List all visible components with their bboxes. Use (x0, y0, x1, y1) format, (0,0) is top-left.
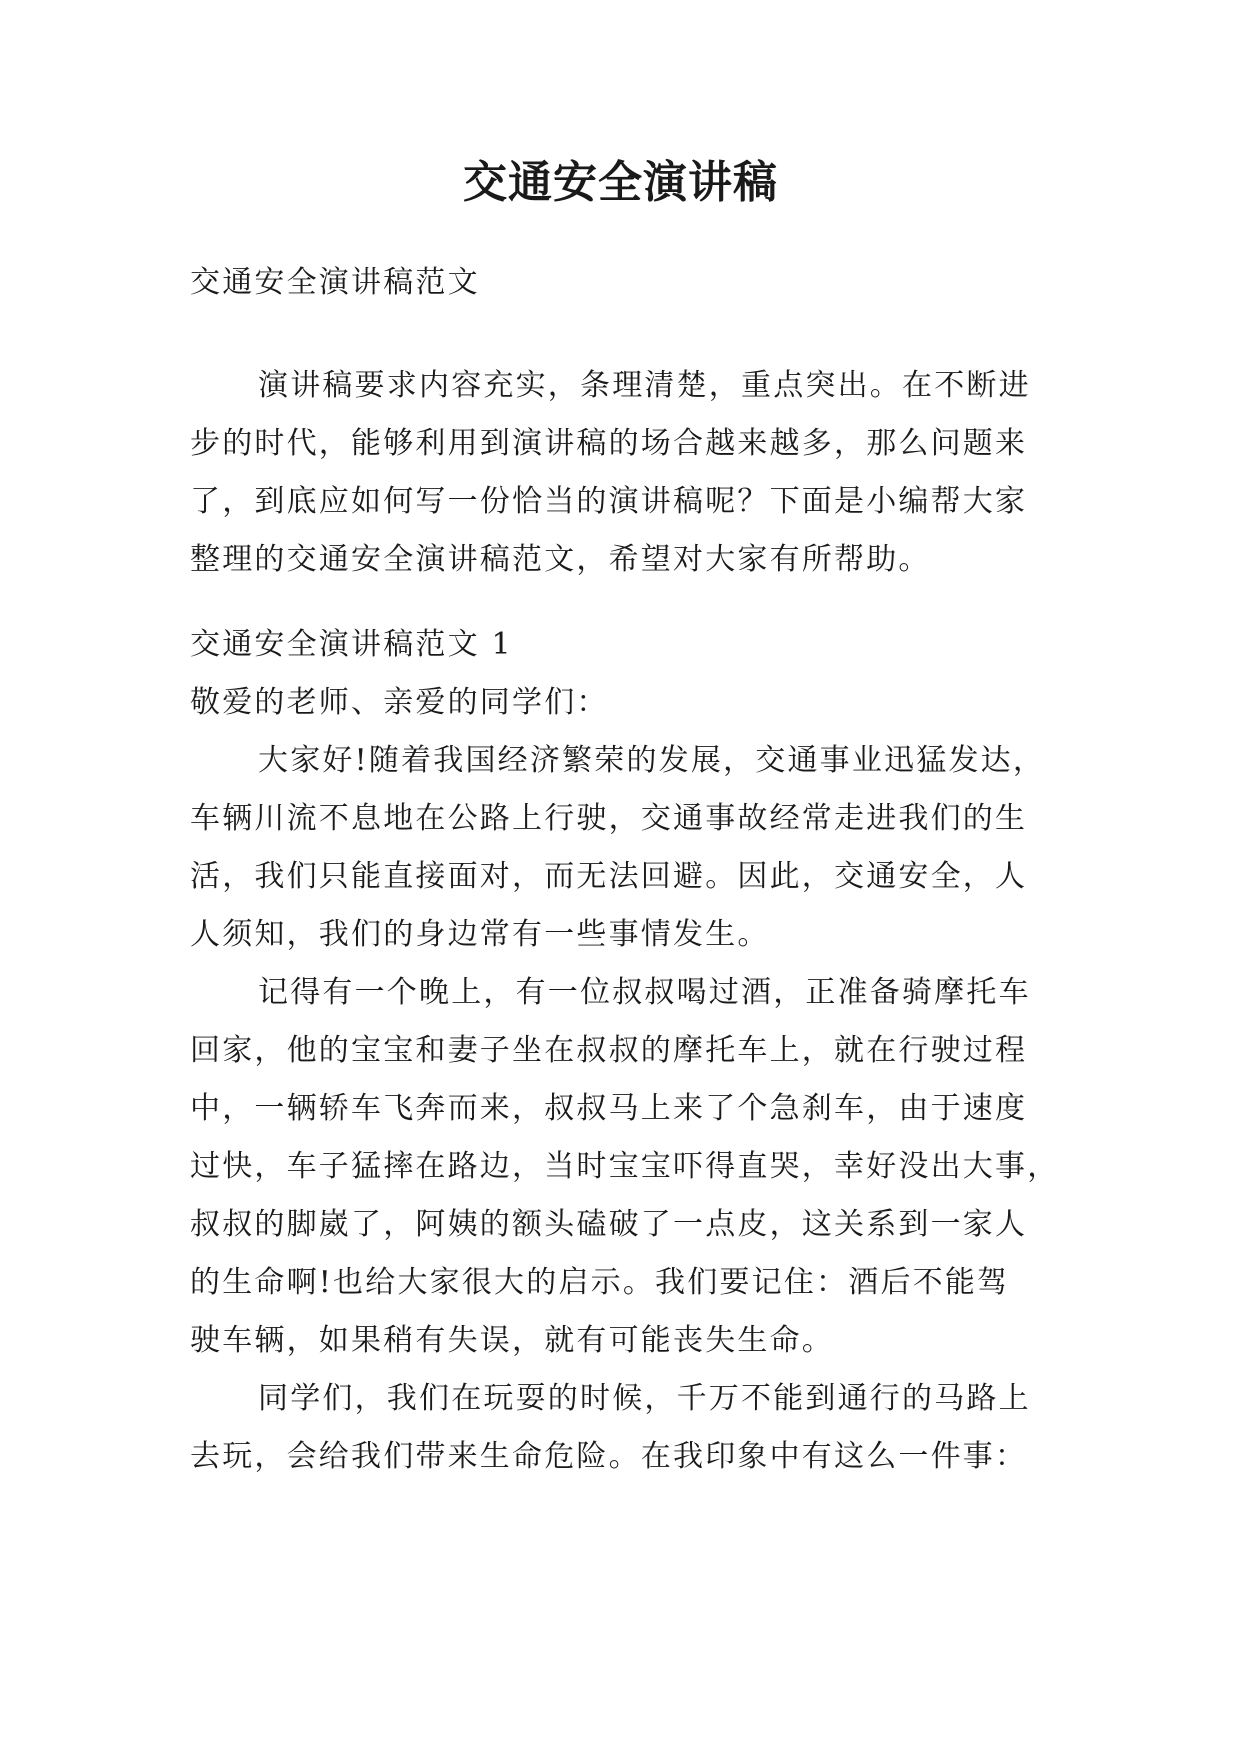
paragraph-line: 人须知，我们的身边常有一些事情发生。 (190, 917, 770, 952)
paragraph-1 (190, 732, 1070, 964)
paragraph-line: 去玩，会给我们带来生命危险。在我印象中有这么一件事： (190, 1439, 1028, 1474)
paragraph-line: 叔叔的脚崴了，阿姨的额头磕破了一点皮，这关系到一家人 (190, 1207, 1028, 1242)
paragraph-2 (190, 964, 1070, 1370)
paragraph-line: 过快，车子猛摔在路边，当时宝宝吓得直哭，幸好没出大事， (190, 1149, 1060, 1184)
paragraph-line: 同学们，我们在玩耍的时候，千万不能到通行的马路上 (258, 1381, 1031, 1416)
greeting-line: 敬爱的老师、亲爱的同学们： (190, 685, 609, 720)
paragraph-3 (190, 1370, 1070, 1486)
paragraph-line: 车辆川流不息地在公路上行驶，交通事故经常走进我们的生 (190, 801, 1028, 836)
section-heading (190, 616, 1070, 732)
intro-line: 了，到底应如何写一份恰当的演讲稿呢？下面是小编帮大家 (190, 484, 1028, 519)
subtitle-line: 交通安全演讲稿范文 (190, 265, 480, 300)
intro-paragraph (190, 357, 1070, 589)
intro-line: 整理的交通安全演讲稿范文，希望对大家有所帮助。 (190, 542, 931, 577)
paragraph-line: 记得有一个晚上，有一位叔叔喝过酒，正准备骑摩托车 (258, 975, 1031, 1010)
paragraph-line: 活，我们只能直接面对，而无法回避。因此，交通安全，人 (190, 859, 1028, 894)
document-title: 交通安全演讲稿 (463, 157, 778, 208)
paragraph-line: 的生命啊!也给大家很大的启示。我们要记住：酒后不能驾 (190, 1265, 1010, 1300)
paragraph-line: 回家，他的宝宝和妻子坐在叔叔的摩托车上，就在行驶过程 (190, 1033, 1028, 1068)
section-heading-line: 交通安全演讲稿范文 1 (190, 627, 513, 662)
intro-line: 演讲稿要求内容充实，条理清楚，重点突出。在不断进 (258, 368, 1031, 403)
paragraph-line: 驶车辆，如果稍有失误，就有可能丧失生命。 (190, 1323, 834, 1358)
intro-line: 步的时代，能够利用到演讲稿的场合越来越多，那么问题来 (190, 426, 1028, 461)
document-subtitle (190, 254, 1070, 312)
paragraph-line: 大家好!随着我国经济繁荣的发展，交通事业迅猛发达， (258, 743, 1046, 778)
paragraph-line: 中，一辆轿车飞奔而来，叔叔马上来了个急刹车，由于速度 (190, 1091, 1028, 1126)
